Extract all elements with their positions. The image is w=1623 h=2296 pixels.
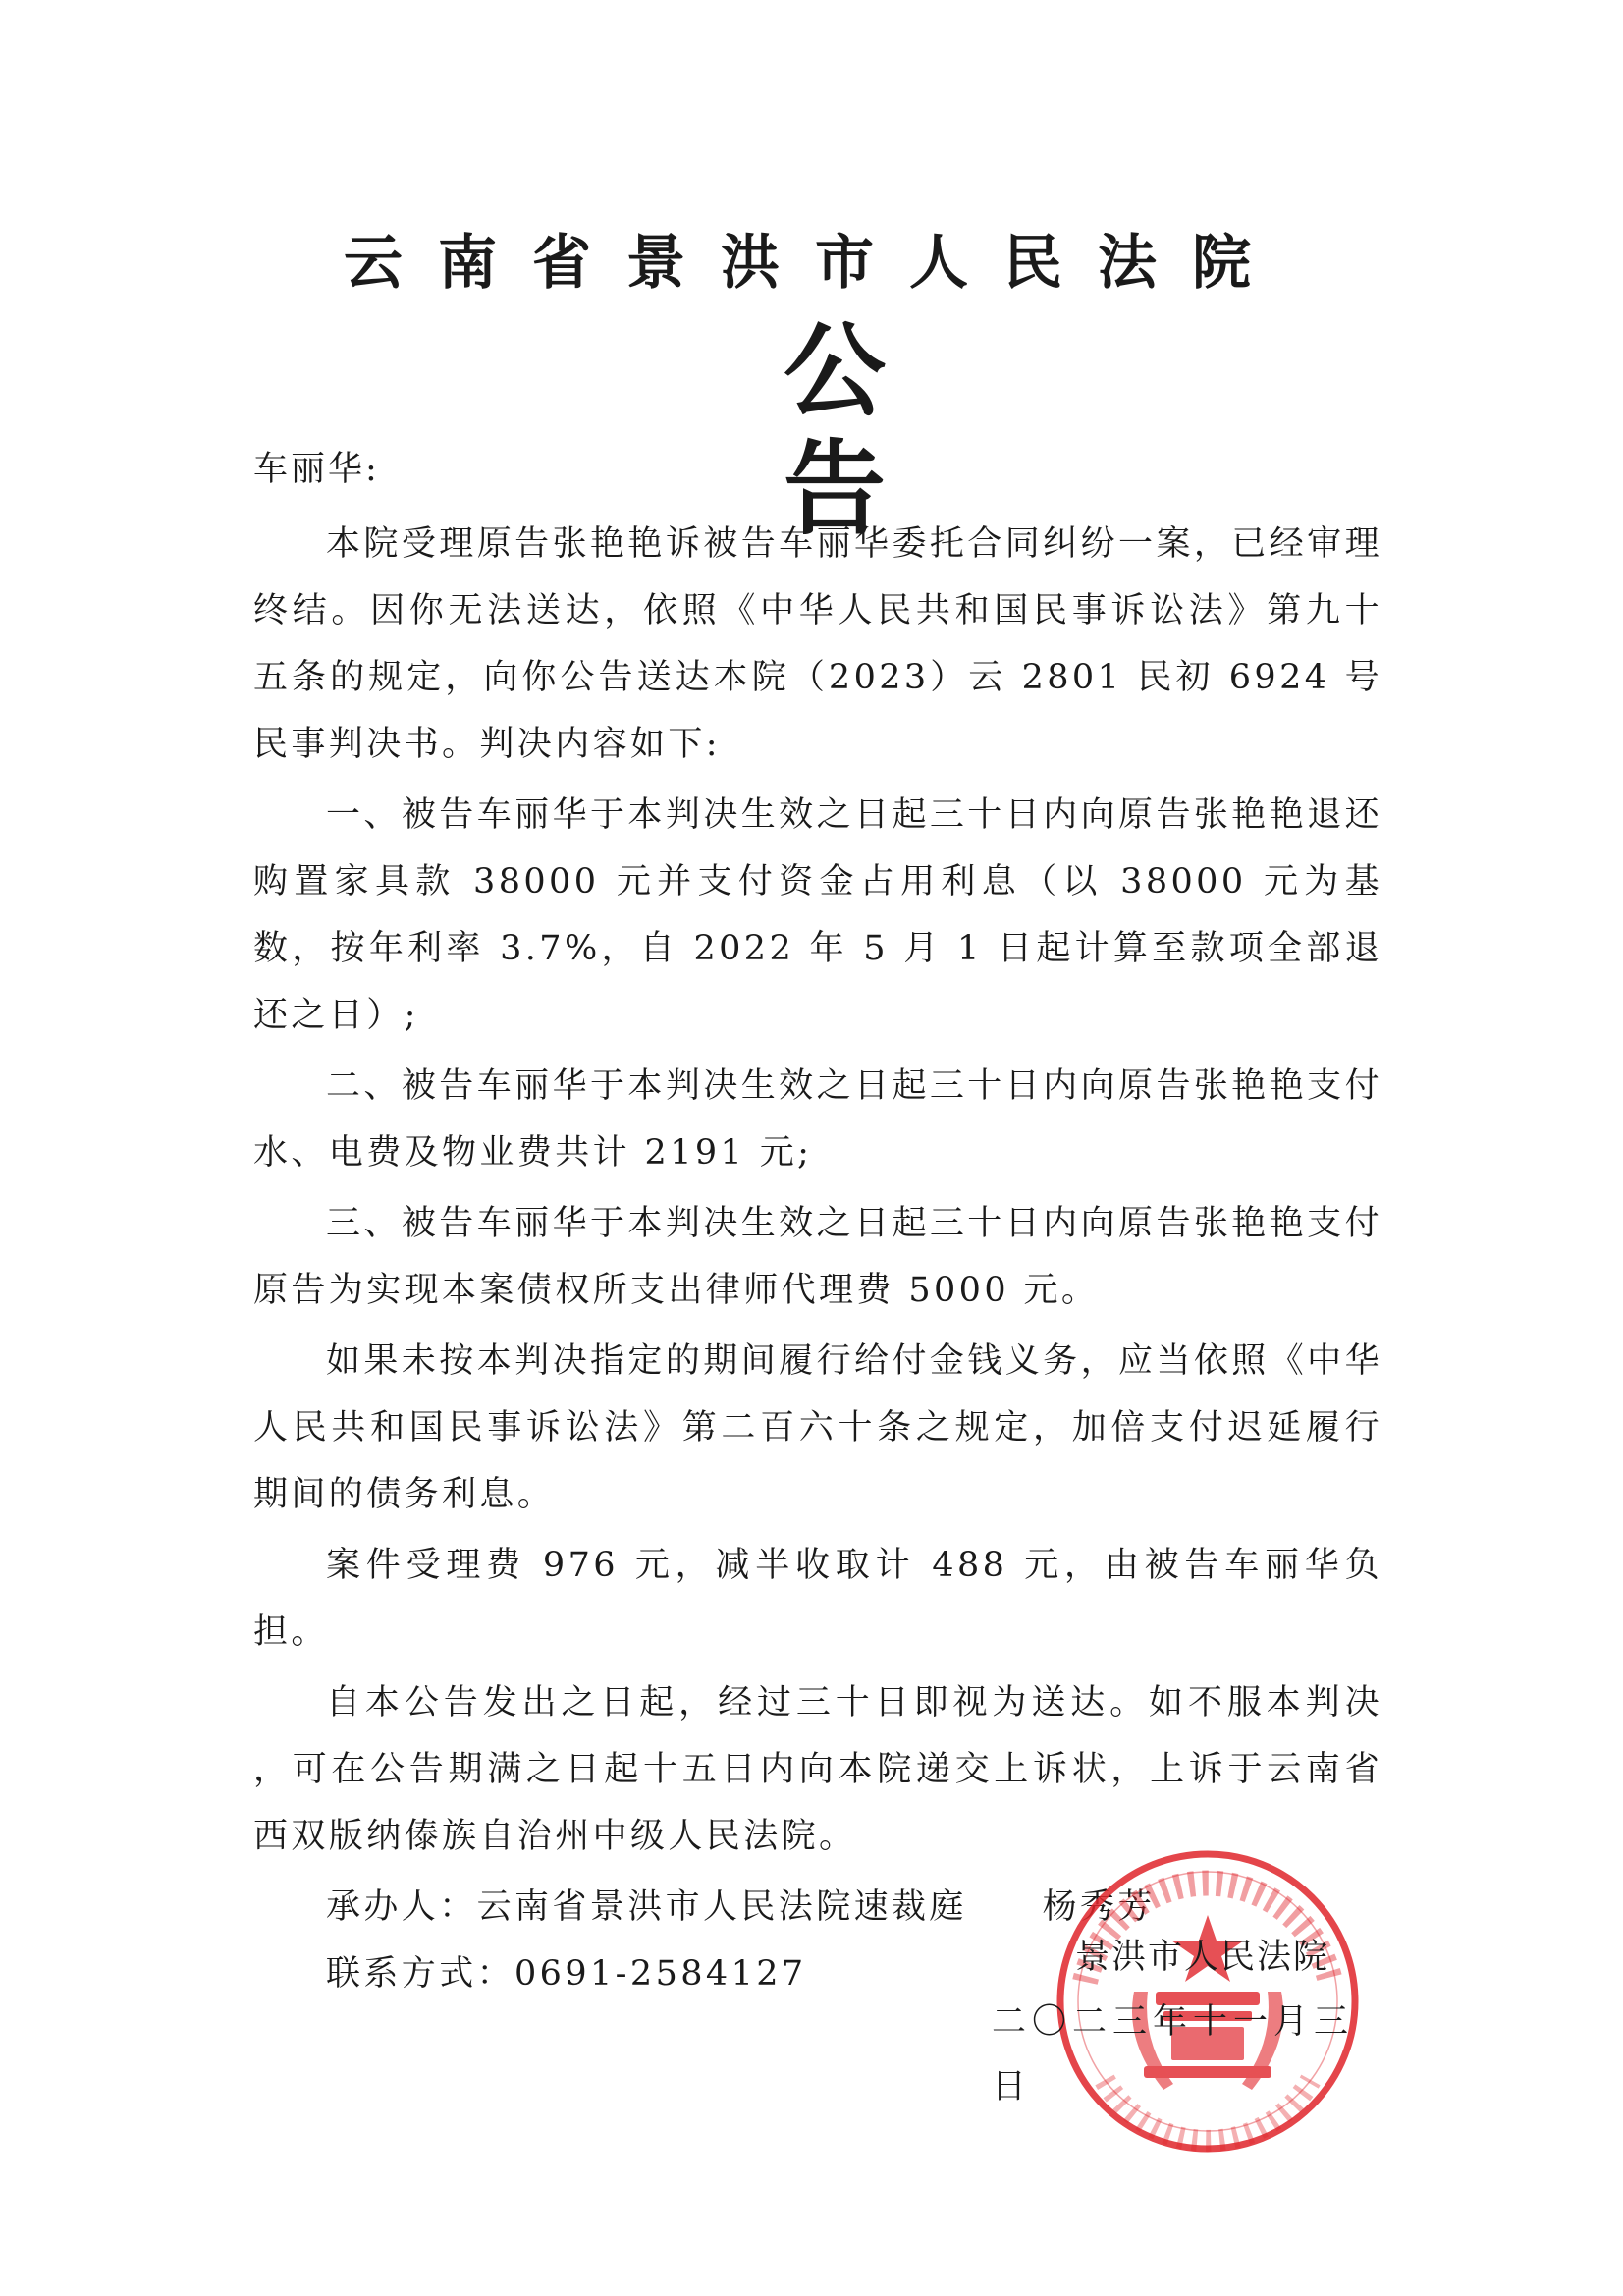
paragraph-judgment-item-2: 二、被告车丽华于本判决生效之日起三十日内向原告张艳艳支付水、电费及物业费共计 2191 元; (253, 1066, 1382, 1173)
handler-line: 承办人：云南省景洪市人民法院速裁庭 杨秀芳 (326, 1887, 1156, 1927)
court-name-heading: 云南省景洪市人民法院 (344, 229, 1286, 298)
signature-court: 景洪市人民法院 (1075, 1938, 1330, 1977)
paragraph-judgment-item-1: 一、被告车丽华于本判决生效之日起三十日内向原告张艳艳退还购置家具款 38000 元并支付资金占用利息（以 38000 元为基数，按年利率 3.7%，自 2022 年 5 月 1 日起计算至款项全部退还之日）; (253, 795, 1382, 1035)
paragraph-case-intro: 本院受理原告张艳艳诉被告车丽华委托合同纠纷一案，已经审理终结。因你无法送达，依照《中华人民共和国民事诉讼法》第九十五条的规定，向你公告送达本院（2023）云 2801 民初 6924 号民事判决书。判决内容如下: (253, 524, 1382, 764)
notice-title: 公告 (783, 311, 1033, 549)
addressee: 车丽华: (253, 450, 380, 489)
paragraph-judgment-item-3: 三、被告车丽华于本判决生效之日起三十日内向原告张艳艳支付原告为实现本案债权所支出律师代理费 5000 元。 (253, 1204, 1382, 1310)
paragraph-case-fee: 案件受理费 976 元，减半收取计 488 元，由被告车丽华负担。 (253, 1546, 1382, 1652)
paragraph-delay-interest: 如果未按本判决指定的期间履行给付金钱义务，应当依照《中华人民共和国民事诉讼法》第二百六十条之规定，加倍支付迟延履行期间的债务利息。 (253, 1341, 1382, 1514)
signature-block (992, 1925, 1384, 2119)
paragraph-service-appeal: 自本公告发出之日起，经过三十日即视为送达。如不服本判决 ，可在公告期满之日起十五日内向本院递交上诉状，上诉于云南省西双版纳傣族自治州中级人民法院。 (253, 1683, 1382, 1856)
signature-date: 二〇二三年十一月三日 (992, 2002, 1355, 2106)
contact-line: 联系方式：0691-2584127 (326, 1954, 807, 1994)
notice-body (253, 511, 1382, 2007)
